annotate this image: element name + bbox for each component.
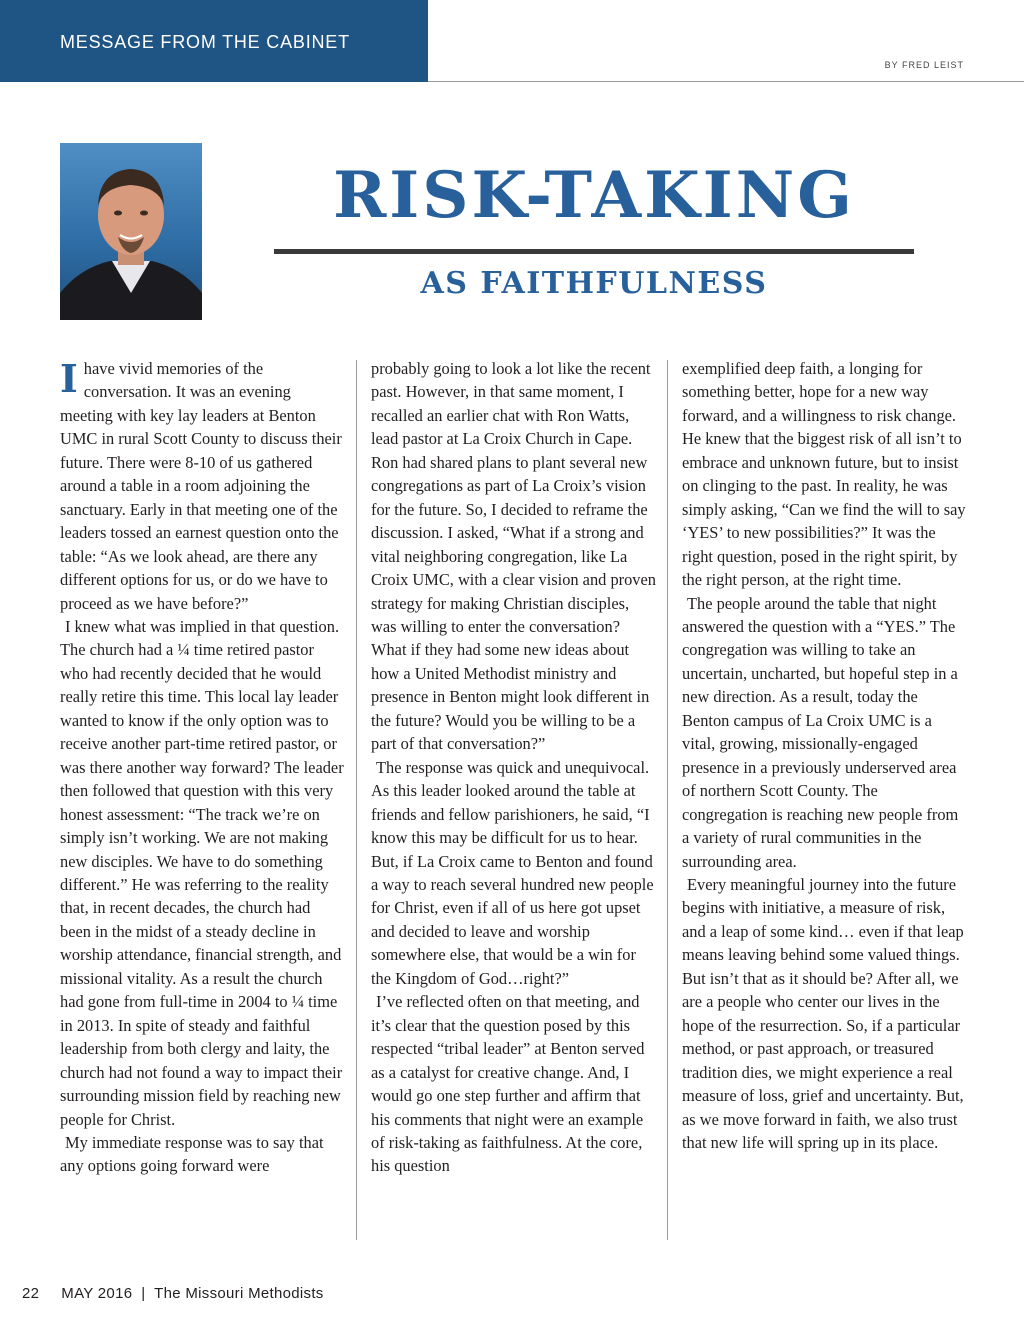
column-divider [667,360,668,1240]
paragraph: Ihave vivid memories of the conversation. It was an evening meeting with key lay leaders at Benton UMC in rural Scott County to discuss their future. There were 8-10 of us gathered around a table in a room adjoining the sanctuary. Early in that meeting one of the leaders tossed an earnest question onto the table: “As we look ahead, are there any different options for us, or do we have to proceed as we have before?” [60,356,342,613]
issue-label: MAY 2016 | The Missouri Methodists [61,1285,324,1302]
paragraph: I knew what was implied in that question. The church had a ¼ time retired pastor who had recently decided that he would really retire this time. This local lay leader wanted to know if the only option was to receive another part-time retired pastor, or was there another way forward? The leader then followed that question with this very honest assessment: “The track we’re on simply isn’t working. We are not making new disciples. We have to do something different.” He was referring to the reality that, in recent decades, the church had been in the midst of a steady decline in worship attendance, financial strength, and missional vitality. As a result the church had gone from full-time in 2004 to ¼ time in 2013. In spite of steady and faithful leadership from both clergy and laity, the church had not found a way to impact their surrounding mission field by reaching new people for Christ. [60,616,344,1129]
article-column-3 [682,357,967,1154]
paragraph: I’ve reflected often on that meeting, and it’s clear that the question posed by this respected “tribal leader” at Benton served as a catalyst for creative change. And, I would go one step further and affirm that his comments that night were an example of risk-taking as faithfulness. At the core, his question [371,992,645,1176]
article-column-2 [371,357,656,1178]
article-column-1 [60,357,345,1178]
header-divider [428,81,1024,82]
column-divider [356,360,357,1240]
title-divider [274,249,914,254]
paragraph: My immediate response was to say that any options going forward were [60,1132,324,1176]
paragraph: Every meaningful journey into the future begins with initiative, a measure of risk, and a leap of some kind… even if that leap means leaving behind some valued things. But isn’t that as it should be? After all, we are a people who center our lives in the hope of the resurrection. So, if a particular method, or past approach, or treasured tradition dies, we might experience a real measure of loss, grief and uncertainty. But, as we move forward in faith, we also trust that new life will spring up in its place. [682,874,964,1152]
byline: BY FRED LEIST [884,60,964,70]
paragraph: exemplified deep faith, a longing for something better, hope for a new way forward, and a willingness to risk change. He knew that the biggest risk of all isn’t to embrace and unknown future, but to insist on clinging to the past. In reality, he was simply asking, “Can we find the will to say ‘YES’ to new possibilities?” It was the right question, posed in the right spirit, by the right person, at the right time. [682,359,966,590]
article-title: RISK-TAKING [333,158,855,233]
article-subtitle: AS FAITHFULNESS [420,266,768,301]
page-number: 22 [22,1285,40,1302]
author-photo [60,143,202,320]
section-header-band [0,0,428,82]
paragraph: probably going to look a lot like the recent past. However, in that same moment, I recalled an earlier chat with Ron Watts, lead pastor at La Croix Church in Cape. Ron had shared plans to plant several new congregations as part of La Croix’s vision for the future. So, I decided to reframe the discussion. I asked, “What if a strong and vital neighboring congregation, like La Croix UMC, with a clear vision and proven strategy for making Christian disciples, was willing to enter the conversation? What if they had some new ideas about how a United Methodist ministry and presence in Benton might look different in the future? Would you be willing to be a part of that conversation?” [371,359,656,754]
page-footer [22,1285,324,1302]
paragraph: The people around the table that night answered the question with a “YES.” The congregation was willing to take an uncertain, uncharted, but hopeful step in a new direction. As a result, today the Benton campus of La Croix UMC is a vital, growing, missionally-engaged presence in a previously underserved area of northern Scott County. The congregation is reaching new people from a variety of rural communities in the surrounding area. [682,593,959,871]
section-title: MESSAGE FROM THE CABINET [60,32,350,52]
author-portrait-image [60,143,202,320]
drop-cap: I [60,356,78,401]
paragraph: The response was quick and unequivocal. As this leader looked around the table at friends and fellow parishioners, he said, “I know this may be difficult for us to hear. But, if La Croix came to Benton and found a way to reach several hundred new people for Christ, even if all of us here got upset and decided to leave and worship somewhere else, that would be a win for the Kingdom of God…right?” [371,757,654,988]
